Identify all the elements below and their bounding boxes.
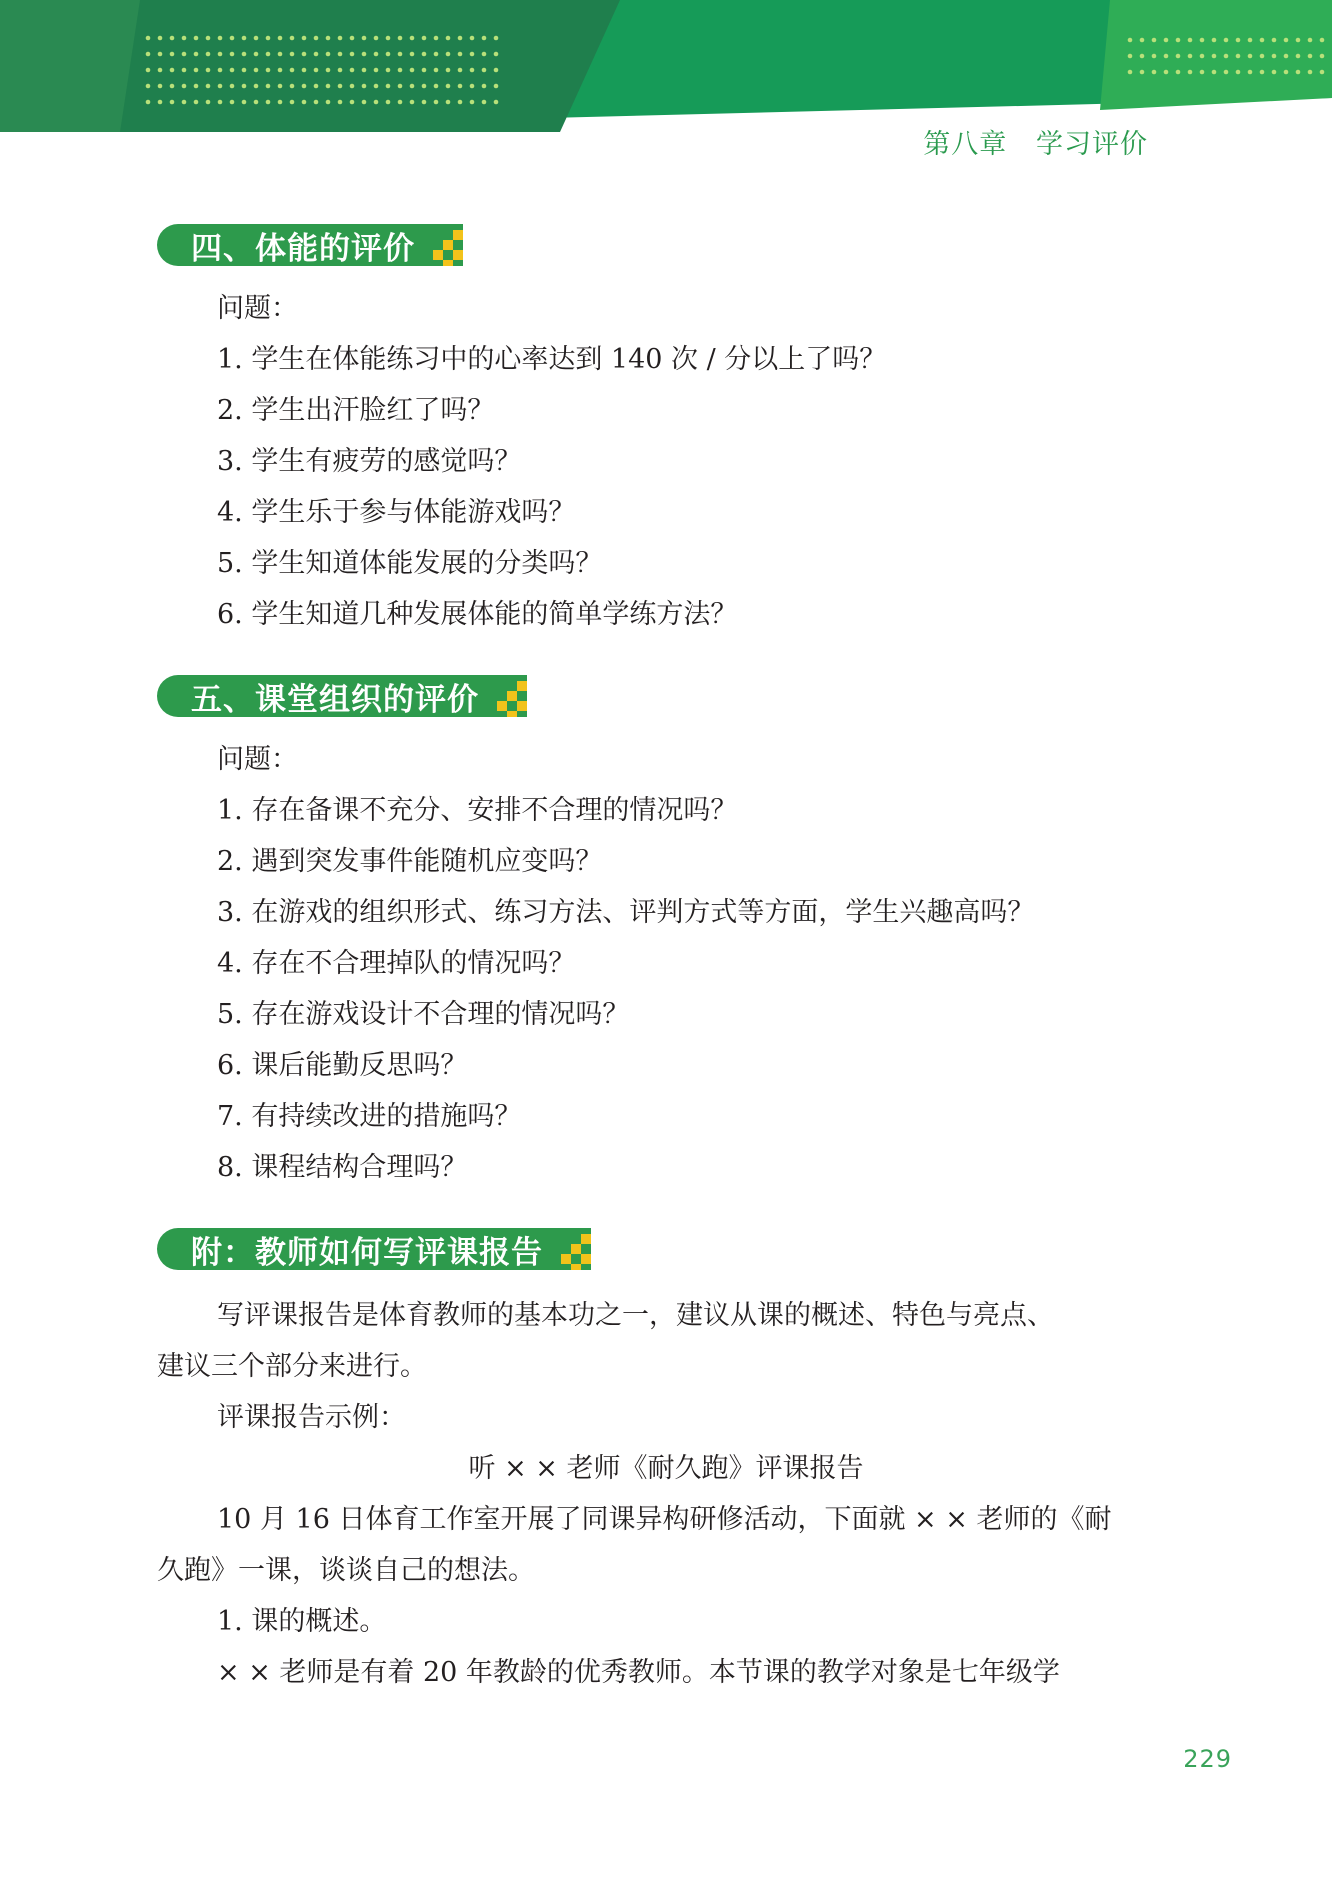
list-item: 3. 学生有疲劳的感觉吗？ <box>217 446 522 477</box>
checker-decoration-icon <box>433 224 463 266</box>
checker-decoration-icon <box>497 675 527 717</box>
example-label: 评课报告示例： <box>217 1402 406 1433</box>
report-title: 听 × × 老师《耐久跑》评课报告 <box>468 1453 864 1484</box>
question-label: 问题： <box>217 744 298 775</box>
list-item: 2. 学生出汗脸红了吗？ <box>217 395 495 426</box>
question-label: 问题： <box>217 293 298 324</box>
chapter-number: 第八章 <box>923 129 1008 160</box>
list-item: 8. 课程结构合理吗？ <box>217 1152 468 1183</box>
list-item: 1. 学生在体能练习中的心率达到 140 次 / 分以上了吗？ <box>217 344 887 375</box>
list-item: 7. 有持续改进的措施吗？ <box>217 1101 522 1132</box>
section-heading-label: 四、体能的评价 <box>157 224 433 266</box>
body-text: × × 老师是有着 20 年教龄的优秀教师。本节课的教学对象是七年级学 <box>217 1657 1060 1688</box>
list-item: 6. 学生知道几种发展体能的简单学练方法？ <box>217 599 738 630</box>
header-banner <box>0 0 1332 140</box>
chapter-title: 学习评价 <box>1036 129 1148 160</box>
section-heading-label: 附：教师如何写评课报告 <box>157 1228 561 1270</box>
page-number: 229 <box>1183 1745 1232 1773</box>
body-text: 写评课报告是体育教师的基本功之一，建议从课的概述、特色与亮点、 <box>217 1300 1054 1331</box>
checker-decoration-icon <box>561 1228 591 1270</box>
subheading: 1. 课的概述。 <box>217 1606 387 1637</box>
body-text: 久跑》一课，谈谈自己的想法。 <box>157 1555 535 1586</box>
list-item: 5. 学生知道体能发展的分类吗？ <box>217 548 603 579</box>
section-heading-class-organization <box>157 675 527 717</box>
chapter-header <box>923 122 1148 161</box>
list-item: 4. 学生乐于参与体能游戏吗？ <box>217 497 576 528</box>
list-item: 5. 存在游戏设计不合理的情况吗？ <box>217 999 630 1030</box>
list-item: 4. 存在不合理掉队的情况吗？ <box>217 948 576 979</box>
list-item: 2. 遇到突发事件能随机应变吗？ <box>217 846 603 877</box>
list-item: 3. 在游戏的组织形式、练习方法、评判方式等方面，学生兴趣高吗？ <box>217 897 1035 928</box>
list-item: 6. 课后能勤反思吗？ <box>217 1050 468 1081</box>
section-heading-fitness <box>157 224 463 266</box>
body-text: 10 月 16 日体育工作室开展了同课异构研修活动，下面就 × × 老师的《耐 <box>217 1504 1112 1535</box>
body-text: 建议三个部分来进行。 <box>157 1351 427 1382</box>
list-item: 1. 存在备课不充分、安排不合理的情况吗？ <box>217 795 738 826</box>
section-heading-label: 五、课堂组织的评价 <box>157 675 497 717</box>
section-heading-appendix <box>157 1228 591 1270</box>
